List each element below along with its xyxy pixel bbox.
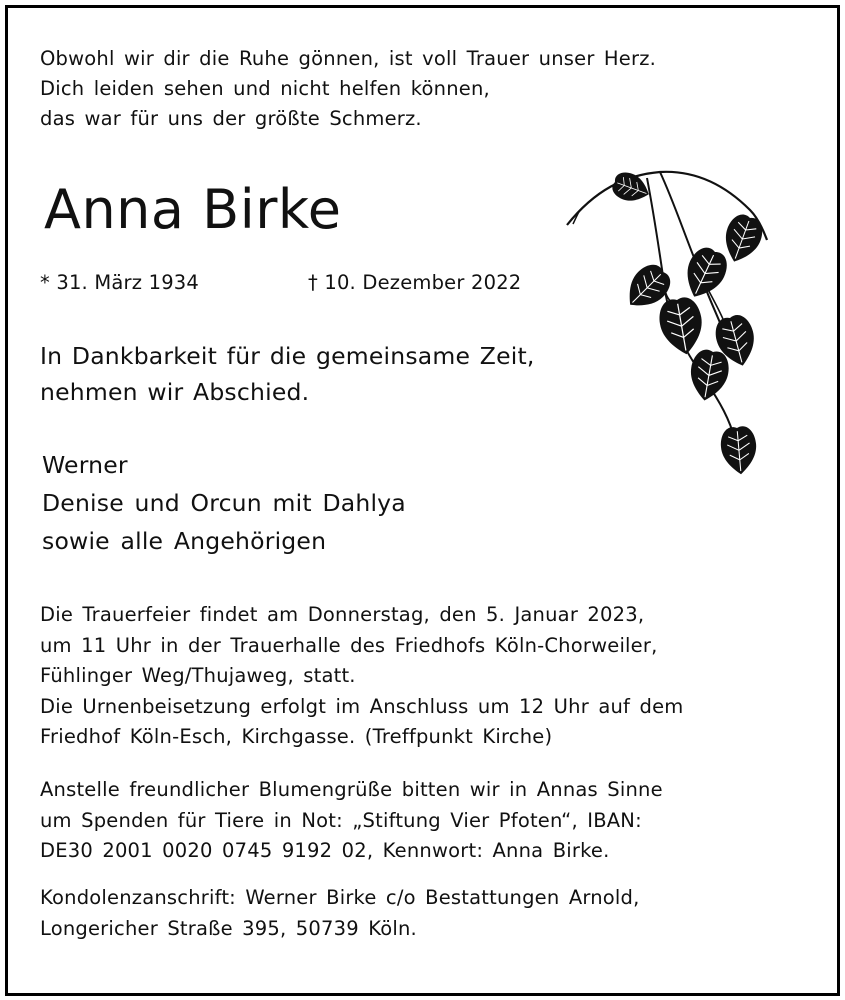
donation-line: Anstelle freundlicher Blumengrüße bitten wir in Annas Sinne bbox=[40, 778, 663, 801]
funeral-line: um 11 Uhr in der Trauerhalle des Friedhofs Köln-Chorweiler, bbox=[40, 633, 658, 657]
poem bbox=[40, 44, 656, 134]
donation-line: um Spenden für Tiere in Not: „Stiftung Vier Pfoten“, IBAN: bbox=[40, 808, 642, 832]
donation-line: DE30 2001 0020 0745 9192 02, Kennwort: Anna Birke. bbox=[40, 839, 610, 862]
funeral-line: Friedhof Köln-Esch, Kirchgasse. (Treffpunkt Kirche) bbox=[40, 725, 553, 748]
poem-line: Dich leiden sehen und nicht helfen können, bbox=[40, 77, 490, 100]
donation-request bbox=[40, 775, 663, 867]
deceased-name: Anna Birke bbox=[44, 178, 342, 241]
farewell-statement bbox=[40, 338, 535, 410]
funeral-line: Die Urnenbeisetzung erfolgt im Anschluss um 12 Uhr auf dem bbox=[40, 694, 684, 718]
mourners-list bbox=[42, 446, 406, 560]
address-line: Longericher Straße 395, 50739 Köln. bbox=[40, 916, 417, 940]
mourner: Denise und Orcun mit Dahlya bbox=[42, 489, 406, 517]
funeral-line: Fühlinger Weg/Thujaweg, statt. bbox=[40, 664, 356, 687]
poem-line: das war für uns der größte Schmerz. bbox=[40, 107, 422, 130]
mourner: sowie alle Angehörigen bbox=[42, 527, 327, 555]
death-date: † 10. Dezember 2022 bbox=[308, 271, 522, 294]
mourner: Werner bbox=[42, 451, 128, 479]
farewell-line: nehmen wir Abschied. bbox=[40, 378, 310, 406]
birth-date: * 31. März 1934 bbox=[40, 271, 200, 294]
funeral-line: Die Trauerfeier findet am Donnerstag, den 5. Januar 2023, bbox=[40, 603, 645, 626]
birch-branch-illustration bbox=[555, 140, 785, 500]
funeral-details bbox=[40, 600, 683, 753]
farewell-line: In Dankbarkeit für die gemeinsame Zeit, bbox=[40, 342, 535, 370]
poem-line: Obwohl wir dir die Ruhe gönnen, ist voll Trauer unser Herz. bbox=[40, 47, 657, 70]
address-line: Kondolenzanschrift: Werner Birke c/o Bestattungen Arnold, bbox=[40, 886, 640, 909]
condolence-address bbox=[40, 883, 640, 944]
